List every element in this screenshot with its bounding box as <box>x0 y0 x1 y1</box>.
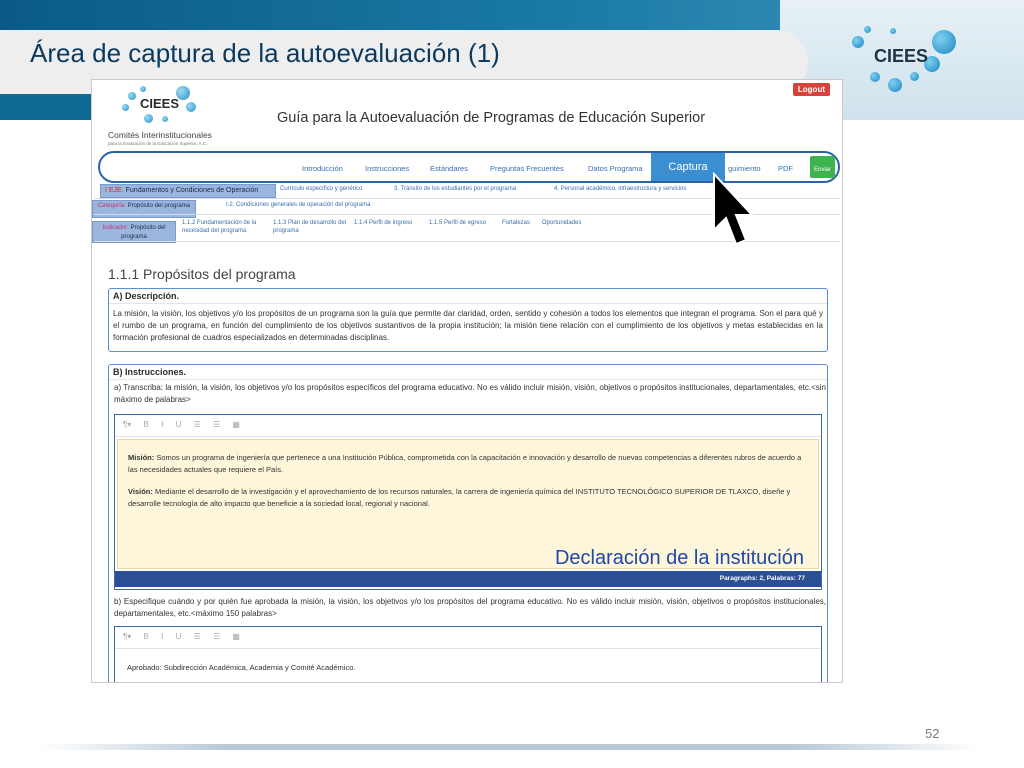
numbered-list-icon[interactable]: ☰ <box>213 632 221 641</box>
nav-captura[interactable]: Captura <box>651 153 725 181</box>
nav-estandares[interactable]: Estándares <box>430 164 468 173</box>
app-logo-line2: para la Evaluación de la Educación Superior, A.C. <box>108 141 208 146</box>
ciees-logo-text: CIEES <box>874 46 929 66</box>
mision-text: Somos un programa de ingeniería que pertenece a una Institución Pública, comprometida con la capacitación e innovación y desarrollo de nuevas competencias a diferentes rubros de acuerdo a las necesidades actuales que requiere el País. <box>128 453 802 474</box>
tab-eje[interactable] <box>100 184 276 198</box>
tab-eje-2[interactable]: Currículo específico y genérico <box>280 186 363 192</box>
tab-eje-3[interactable]: 3. Tránsito de los estudiantes por el programa <box>394 186 517 192</box>
tab-indicador[interactable] <box>92 221 176 243</box>
app-logo-line1: Comités Interinstitucionales <box>108 130 212 140</box>
instrucciones-heading: B) Instrucciones. <box>109 365 827 380</box>
nav-pdf[interactable]: PDF <box>778 164 793 173</box>
table-icon[interactable]: ▦ <box>232 632 240 641</box>
eje-label: Fundamentos y Condiciones de Operación <box>125 187 259 194</box>
footer-line <box>40 744 980 750</box>
tab-indicador-4[interactable]: 1.1.4 Perfil de ingreso <box>354 220 413 226</box>
tab-categoria-2[interactable]: I.2. Condiciones generales de operación del programa <box>226 202 371 208</box>
send-button[interactable] <box>810 156 835 178</box>
categoria-label: Propósito del programa <box>127 203 191 209</box>
slide-title: Área de captura de la autoevaluación (1) <box>30 38 500 68</box>
eje-prefix: I EJE. <box>105 187 124 194</box>
app-logo <box>106 84 226 152</box>
categoria-prefix: Categoría: <box>97 203 126 209</box>
editor1-toolbar <box>115 415 821 437</box>
descripcion-heading: A) Descripción. <box>109 289 827 304</box>
tab-indicador-2[interactable]: 1.1.2 Fundamentación de la necesidad del programa <box>182 220 257 234</box>
mision-paragraph <box>128 452 808 476</box>
paragraph-format-icon[interactable]: ¶▾ <box>123 632 132 641</box>
underline-icon[interactable]: U <box>175 632 182 641</box>
rich-text-editor-2[interactable] <box>114 626 822 683</box>
bold-icon[interactable]: B <box>143 632 149 641</box>
declaracion-callout: Declaración de la institución <box>554 547 804 569</box>
editor2-content[interactable]: Aprobado: Subdirección Académica, Academia y Comité Académico. <box>127 663 356 672</box>
instruccion-b: b) Especifique cuándo y por quién fue aprobada la misión, la visión, los objetivos y/o los propósitos del programa educativo. No es válido incluir misión, visión, objetivos o propósitos institucionales, departamentales, etc.<máximo 150 palabras> <box>114 597 826 618</box>
send-label: Enviar <box>813 167 831 173</box>
nav-seguimiento[interactable]: guimiento <box>728 164 761 173</box>
tab-indicador-3[interactable]: 1.1.3 Plan de desarrollo del programa <box>273 220 347 234</box>
editor1-status-bar: Paragraphs: 2, Palabras: 77 <box>115 571 821 587</box>
nav-datos-programa[interactable]: Datos Programa <box>588 164 643 173</box>
numbered-list-icon[interactable]: ☰ <box>213 420 221 429</box>
mision-label: Misión: <box>128 453 155 462</box>
tab-indicador-fortalezas[interactable]: Fortalezas <box>502 220 531 226</box>
logout-button[interactable]: Logout <box>793 83 830 96</box>
vision-text: Mediante el desarrollo de la investigación y el aprovechamiento de los recursos naturales, la carrera de ingeniería química del INSTITUTO TECNOLÓGICO SUPERIOR DE TLAXCO, diseñe y desarrolle tecnología de alto impacto que beneficie a la sociedad local, regional y nacional. <box>128 487 791 508</box>
editor2-toolbar <box>115 627 821 649</box>
vision-label: Visión: <box>128 487 153 496</box>
italic-icon[interactable]: I <box>161 632 164 641</box>
underline-icon[interactable]: U <box>175 420 182 429</box>
bold-icon[interactable]: B <box>143 420 149 429</box>
tab-eje-4[interactable]: 4. Personal académico, infraestructura y servicios <box>554 186 687 192</box>
page-number: 52 <box>925 726 940 741</box>
bullet-list-icon[interactable]: ☰ <box>193 632 201 641</box>
tab-categoria[interactable] <box>92 200 196 218</box>
rich-text-editor-1[interactable] <box>114 414 822 590</box>
descripcion-panel <box>108 288 828 352</box>
vision-paragraph <box>128 486 808 510</box>
nav-preguntas-frecuentes[interactable]: Preguntas Frecuentes <box>490 164 564 173</box>
nav-introduccion[interactable]: Introducción <box>302 164 343 173</box>
bullet-list-icon[interactable]: ☰ <box>193 420 201 429</box>
tab-indicador-oportunidades[interactable]: Oportunidades <box>542 220 582 226</box>
editor1-content[interactable] <box>117 439 819 569</box>
tab-indicador-5[interactable]: 1.1.5 Perfil de egreso <box>429 220 487 226</box>
paragraph-format-icon[interactable]: ¶▾ <box>123 420 132 429</box>
app-title: Guía para la Autoevaluación de Programas de Educación Superior <box>277 110 706 126</box>
app-logo-word: CIEES <box>140 96 180 111</box>
indicador-label: Propósito del programa <box>121 225 166 240</box>
descripcion-text: La misión, la visión, los objetivos y/o los propósitos de un programa son la guía que permite dar claridad, orden, sentido y cohesión a todos los elementos que integran el programa. Son el para qué y el rumbo de un programa, en función del cumplimiento de los objetivos sustantivos de la propia institución; la misión tiene relación con el cumplimiento de los objetivos y metas establecidas en la formación profesional de cuadros especializados en determinadas disciplinas. <box>113 309 823 342</box>
instruccion-a: a) Transcriba: la misión, la visión, los objetivos y/o los propósitos específicos del programa educativo. No es válido incluir misión, visión, objetivos o propósitos institucionales, departamentales, etc.<sin máximo de palabras> <box>114 383 826 404</box>
ciees-logo <box>850 22 970 102</box>
indicador-prefix: Indicador: <box>102 225 129 231</box>
app-screenshot <box>91 79 843 683</box>
nav-instrucciones[interactable]: Instrucciones <box>365 164 410 173</box>
table-icon[interactable]: ▦ <box>232 420 240 429</box>
section-title: 1.1.1 Propósitos del programa <box>108 266 296 282</box>
italic-icon[interactable]: I <box>161 420 164 429</box>
mouse-cursor-icon <box>712 172 754 252</box>
